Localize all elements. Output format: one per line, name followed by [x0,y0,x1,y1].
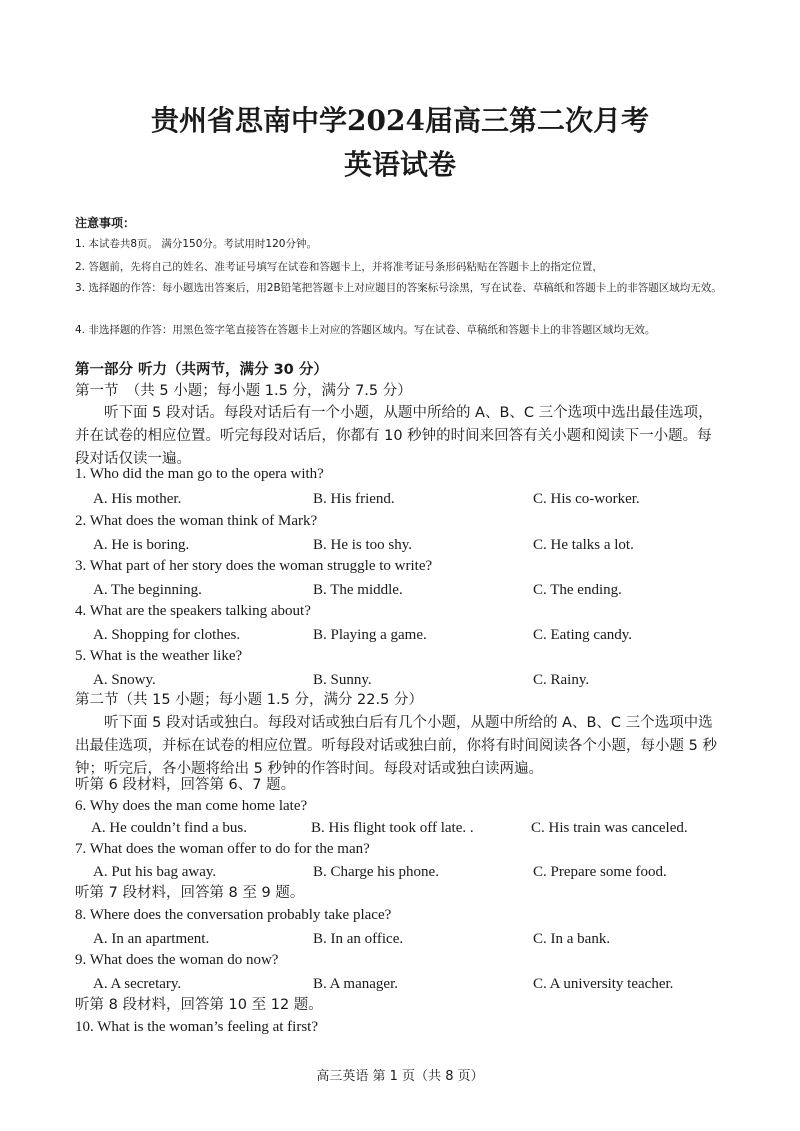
section1-heading: 第一节 （共 5 小题；每小题 1.5 分，满分 7.5 分） [75,383,412,399]
option-9b: B. A manager. [313,976,398,992]
notice-item: 2. 答题前，先将自己的姓名、准考证号填写在试卷和答题卡上，并将准考证号条形码粘贴在答题卡上的指定位置， [75,261,603,273]
option-7a: A. Put his bag away. [93,864,217,880]
question-7: 7. What does the woman offer to do for the man? [75,841,370,857]
notice-item: 4. 非选择题的作答：用黑色签字笔直接答在答题卡上对应的答题区域内。写在试卷、草稿纸和答题卡上的非答题区域均无效。 [75,324,656,336]
question-4: 4. What are the speakers talking about? [75,603,311,619]
option-9a: A. A secretary. [93,976,182,992]
option-6c: C. His train was canceled. [531,820,688,836]
exam-title: 贵州省思南中学2024届高三第二次月考 [151,104,649,137]
part1-heading: 第一部分 听力（共两节，满分 30 分） [75,362,328,378]
material-note: 听第 6 段材料，回答第 6、7 题。 [75,777,296,793]
option-5b: B. Sunny. [313,672,372,688]
question-10: 10. What is the woman’s feeling at first? [75,1019,318,1035]
notice-heading: 注意事项： [75,216,136,230]
option-4b: B. Playing a game. [313,627,427,643]
notice-item: 3. 选择题的作答：每小题选出答案后，用2B铅笔把答题卡上对应题目的答案标号涂黑，写在试卷、草稿纸和答题卡上的非答题区域均无效。 [75,282,722,294]
material-note: 听第 8 段材料，回答第 10 至 12 题。 [75,997,323,1013]
option-2a: A. He is boring. [93,537,190,553]
question-8: 8. Where does the conversation probably take place? [75,907,392,923]
option-8b: B. In an office. [313,931,404,947]
option-1b: B. His friend. [313,491,395,507]
option-6a: A. He couldn’t find a bus. [91,820,247,836]
option-3a: A. The beginning. [93,582,202,598]
section2-heading: 第二节（共 15 小题；每小题 1.5 分，满分 22.5 分） [75,692,423,708]
section1-instructions: 听下面 5 段对话。每段对话后有一个小题，从题中所给的 A、B、C 三个选项中选出最佳选项，并在试卷的相应位置。听完每段对话后，你都有 10 秒钟的时间来回答有关小题和阅读下一小题。每段对话仅读一遍。 [75,405,713,467]
option-4a: A. Shopping for clothes. [93,627,241,643]
question-3: 3. What part of her story does the woman struggle to write? [75,558,433,574]
question-1: 1. Who did the man go to the opera with? [75,466,324,482]
page-footer: 高三英语 第 1 页（共 8 页） [316,1069,484,1084]
option-2c: C. He talks a lot. [533,537,634,553]
option-4c: C. Eating candy. [533,627,633,643]
option-9c: C. A university teacher. [533,976,674,992]
option-2b: B. He is too shy. [313,537,413,553]
question-2: 2. What does the woman think of Mark? [75,513,318,529]
option-8c: C. In a bank. [533,931,611,947]
option-5c: C. Rainy. [533,672,590,688]
option-8a: A. In an apartment. [93,931,210,947]
option-7c: C. Prepare some food. [533,864,667,880]
material-note: 听第 7 段材料，回答第 8 至 9 题。 [75,885,305,901]
option-1a: A. His mother. [93,491,182,507]
question-9: 9. What does the woman do now? [75,952,279,968]
option-5a: A. Snowy. [93,672,156,688]
question-6: 6. Why does the man come home late? [75,798,308,814]
option-1c: C. His co-worker. [533,491,640,507]
question-5: 5. What is the weather like? [75,648,243,664]
section2-instructions: 听下面 5 段对话或独白。每段对话或独白后有几个小题，从题中所给的 A、B、C 三个选项中选出最佳选项，并标在试卷的相应位置。听每段对话或独白前，你将有时间阅读各个小题，每小题 5 秒钟；听完后，各小题将给出 5 秒钟的作答时间。每段对话或独白读两遍。 [75,715,717,777]
notice-item: 1. 本试卷共8页。 满分150分。考试用时120分钟。 [75,238,317,250]
option-6b: B. His flight took off late. . [311,820,474,836]
option-7b: B. Charge his phone. [313,864,439,880]
exam-subtitle: 英语试卷 [343,148,456,181]
option-3b: B. The middle. [313,582,403,598]
option-3c: C. The ending. [533,582,622,598]
